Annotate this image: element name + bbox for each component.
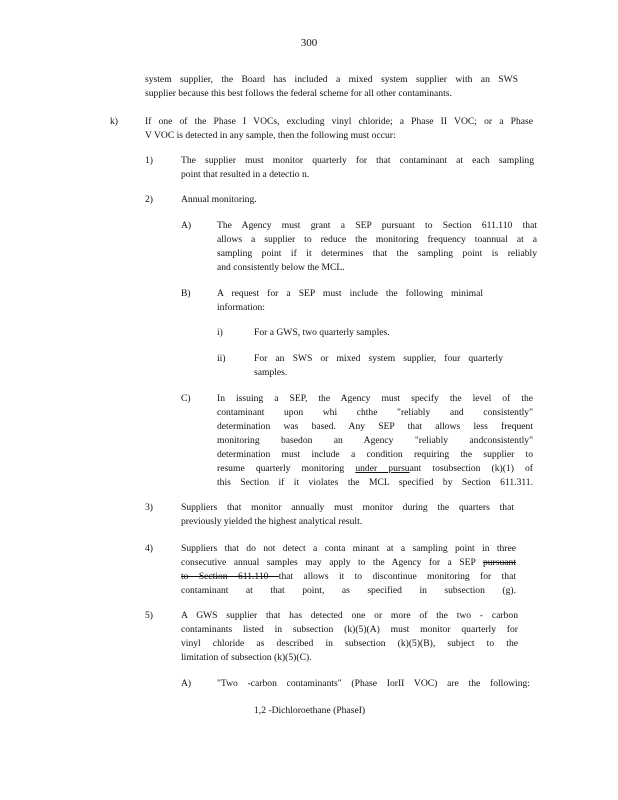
text-line: The Agency must grant a SEP pursuant to Section 611.110 that — [217, 220, 537, 231]
text-line — [181, 570, 516, 584]
text-line: In issuing a SEP, the Agency must specify the level of the — [217, 393, 533, 404]
text-line: If one of the Phase I VOCs, excluding vinyl chloride; a Phase II VOC; or a Phase — [145, 116, 533, 127]
text-run: ant tosubsection (k)(1) of — [409, 463, 534, 474]
page-number: 300 — [300, 37, 318, 49]
item-label: 3) — [145, 502, 153, 513]
text-line: this Section if it violates the MCL specified by Section 611.311. — [217, 477, 533, 488]
subsection-k5-text — [181, 609, 518, 665]
item-label: B) — [181, 288, 191, 299]
text-line: monitoring basedon an Agency "reliably andconsistently" — [217, 435, 533, 446]
item-label: ii) — [217, 353, 226, 364]
text-line: and consistently below the MCL. — [217, 262, 345, 273]
subsection-k3-text — [181, 501, 514, 529]
item-label: 4) — [145, 543, 153, 554]
text-line: point that resulted in a detectio n. — [181, 169, 310, 180]
intro-paragraph — [145, 73, 518, 101]
text-line: contaminant upon whi chthe "reliably and consistently" — [217, 407, 533, 418]
subsection-k2Bii-text — [254, 352, 503, 380]
item-label: 2) — [145, 194, 153, 205]
item-label: C) — [181, 393, 191, 404]
text-line: contaminant at that point, as specified in subsection (g). — [181, 585, 516, 596]
subsection-k2B-text — [217, 287, 483, 315]
text-line: Suppliers that do not detect a conta minant at a sampling point in three — [181, 543, 516, 554]
text-line: supplier because this best follows the federal scheme for all other contaminants. — [145, 88, 452, 99]
item-label: 5) — [145, 610, 153, 621]
text-line: determination was based. Any SEP that allows less frequent — [217, 421, 533, 432]
text-line: previously yielded the highest analytical result. — [181, 516, 363, 527]
subsection-k5A-text — [217, 677, 530, 691]
text-line: A GWS supplier that has detected one or more of the two - carbon — [181, 610, 518, 621]
deleted-text: to Section 611.110 — [181, 571, 279, 582]
text-line: contaminants listed in subsection (k)(5)(A) must monitor quarterly for — [181, 624, 518, 635]
text-line — [217, 462, 533, 476]
subsection-k2Bi-text: For a GWS, two quarterly samples. — [254, 327, 390, 338]
text-line: A request for a SEP must include the following minimal — [217, 288, 483, 299]
text-run: consecutive annual samples may apply to the Agency for a SEP — [181, 557, 483, 568]
subsection-k-text — [145, 115, 533, 143]
item-label: k) — [110, 116, 118, 127]
text-line: vinyl chloride as described in subsection (k)(5)(B), subject to the — [181, 638, 518, 649]
text-line: V VOC is detected in any sample, then the following must occur: — [145, 130, 396, 141]
subsection-k2C-text — [217, 392, 533, 490]
text-line — [181, 556, 516, 570]
subsection-k1-text — [181, 154, 534, 182]
text-line: sampling point if it determines that the sampling point is reliably — [217, 248, 537, 259]
subsection-k4-text — [181, 542, 516, 598]
text-line: determination must include a condition requiring the supplier to — [217, 449, 533, 460]
item-label: i) — [217, 327, 223, 338]
text-line: system supplier, the Board has included a mixed system supplier with an SWS — [145, 74, 518, 85]
subsection-k2A-text — [217, 219, 537, 275]
contaminant-list-item: 1,2 -Dichloroethane (PhaseI) — [254, 705, 366, 716]
text-line: limitation of subsection (k)(5)(C). — [181, 652, 312, 663]
deleted-text: pursuant — [482, 557, 516, 568]
text-line: The supplier must monitor quarterly for that contaminant at each sampling — [181, 155, 534, 166]
text-line: samples. — [254, 367, 288, 378]
item-label: A) — [181, 220, 192, 231]
text-line: For an SWS or mixed system supplier, four quarterly — [254, 353, 503, 364]
text-line: allows a supplier to reduce the monitoring frequency toannual at a — [217, 234, 537, 245]
text-run: resume quarterly monitoring — [217, 463, 356, 474]
text-run: that allows it to discontinue monitoring for that — [278, 571, 516, 582]
text-line: information: — [217, 302, 265, 313]
item-label: A) — [181, 678, 192, 689]
subsection-k2-heading: Annual monitoring. — [181, 194, 257, 205]
text-line: Suppliers that monitor annually must monitor during the quarters that — [181, 502, 514, 513]
inserted-text: under pursu — [355, 463, 410, 474]
text-line: "Two -carbon contaminants" (Phase IorII VOC) are the following: — [217, 678, 530, 689]
item-label: 1) — [145, 155, 153, 166]
